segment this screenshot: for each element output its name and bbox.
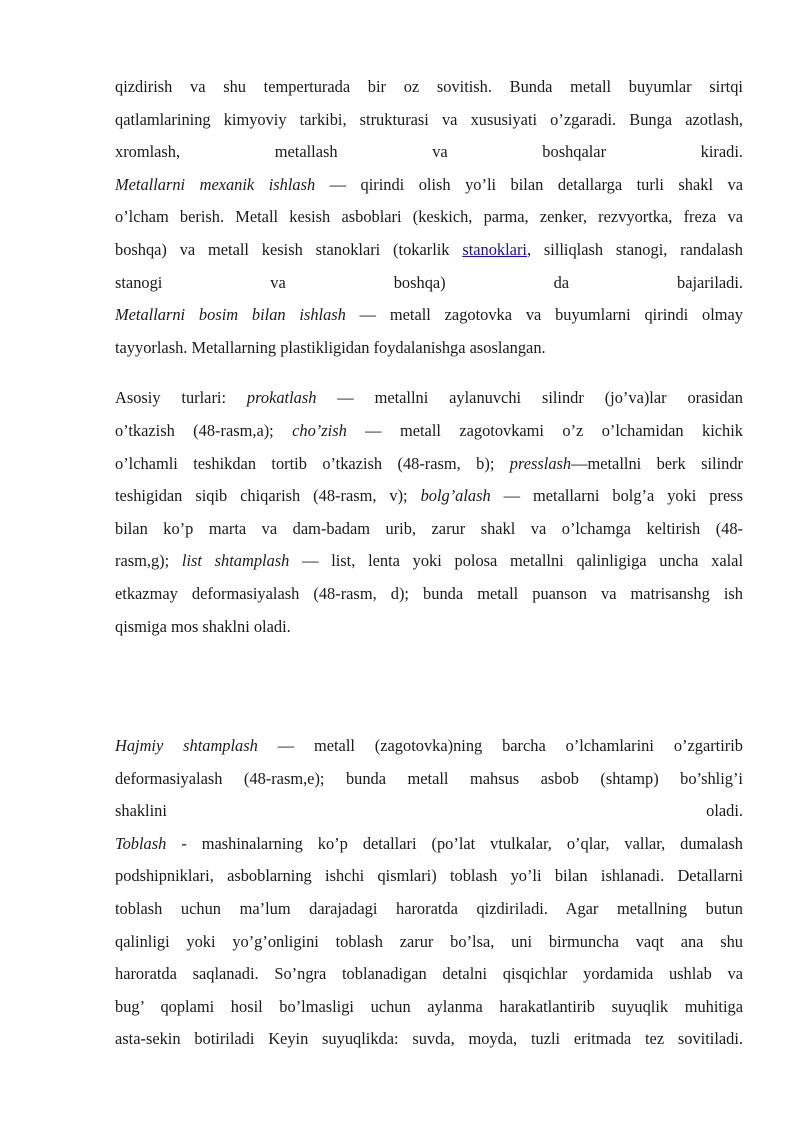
text-line xyxy=(115,299,743,332)
text-line: qatlamlarining kimyoviy tarkibi, strukturasi va xususiyati o’zgaradi. Bunga azotlash, xyxy=(115,109,743,129)
paragraph-main-types xyxy=(115,382,743,643)
term-hajmiy-shtamplash: Hajmiy shtamplash xyxy=(115,736,258,756)
paragraph-hardening xyxy=(115,828,743,1056)
paragraph-volume-stamping xyxy=(115,730,743,828)
paragraph-pressure-processing xyxy=(115,299,743,364)
text-fragment: o’lchamli teshikdan tortib o’tkazish (48-rasm, b); xyxy=(115,453,510,473)
text-line: etkazmay deformasiyalash (48-rasm, d); bunda metall puanson va matrisanshg ish xyxy=(115,583,743,603)
text-line xyxy=(115,448,743,481)
term-pressure-processing: Metallarni bosim bilan ishlash xyxy=(115,305,346,325)
text-line: bilan ko’p marta va dam-badam urib, zarur shakl va o’lchamga keltirish (48- xyxy=(115,518,743,538)
text-line: podshipniklari, asboblarning ishchi qismlari) toblash yo’li bilan ishlanadi. Detallarni xyxy=(115,866,743,886)
text-line: stanogi va boshqa) da bajariladi. xyxy=(115,272,743,292)
text-line xyxy=(115,545,743,578)
text-fragment: rasm,g); xyxy=(115,551,182,571)
stanoklari-link[interactable]: stanoklari xyxy=(462,239,527,259)
term-list-shtamplash: list shtamplash xyxy=(181,551,290,571)
text-line: qalinligi yoki yo’g’onligini toblash zarur bo’lsa, uni birmuncha vaqt ana shu xyxy=(115,931,743,951)
text-fragment: o’tkazish (48-rasm,a); xyxy=(115,420,293,440)
text-line: bug’ qoplami hosil bo’lmasligi uchun aylanma harakatlantirib suyuqlik muhitiga xyxy=(115,996,743,1016)
text-fragment: —metallni berk silindr xyxy=(571,453,743,473)
text-fragment: — metallarni bolg’a yoki press xyxy=(490,486,743,506)
text-line xyxy=(115,828,743,861)
term-chozish: cho’zish xyxy=(292,420,347,440)
text-line: asta-sekin botiriladi Keyin suyuqlikda: suvda, moyda, tuzli eritmada tez sovitiladi. xyxy=(115,1029,743,1049)
text-fragment: Asosiy turlari: xyxy=(115,388,247,408)
text-line xyxy=(115,415,743,448)
text-fragment: — metall zagotovka va buyumlarni qirindi olmay xyxy=(345,305,743,325)
text-fragment: teshigidan siqib chiqarish (48-rasm, v); xyxy=(115,486,421,506)
text-line: deformasiyalash (48-rasm,e); bunda metall mahsus asbob (shtamp) bo’shlig’i xyxy=(115,768,743,788)
text-fragment: — qirindi olish yo’li bilan detallarga turli shakl va xyxy=(315,174,743,194)
text-line xyxy=(115,382,743,415)
text-line: shaklini oladi. xyxy=(115,801,743,821)
text-fragment: — list, lenta yoki polosa metallni qalinligiga uncha xalal xyxy=(289,551,744,571)
term-mechanical-processing: Metallarni mexanik ishlash xyxy=(115,174,316,194)
text-fragment: , silliqlash stanogi, randalash xyxy=(526,239,743,259)
text-line xyxy=(115,480,743,513)
paragraph-mechanical-processing xyxy=(115,169,743,299)
text-fragment: — metall (zagotovka)ning barcha o’lchamlarini o’zgartirib xyxy=(257,736,743,756)
text-line: qismiga mos shaklni oladi. xyxy=(115,616,291,636)
text-fragment: — metallni aylanuvchi silindr (jo’va)lar orasidan xyxy=(316,388,743,408)
text-fragment: — metall zagotovkami o’z o’lchamidan kichik xyxy=(346,420,743,440)
text-line: toblash uchun ma’lum darajadagi haroratda qizdiriladi. Agar metallning butun xyxy=(115,899,743,919)
text-line: qizdirish va shu temperturada bir oz sovitish. Bunda metall buyumlar sirtqi xyxy=(115,77,743,96)
text-line: xromlash, metallash va boshqalar kiradi. xyxy=(115,142,743,162)
text-line: haroratda saqlanadi. So’ngra toblanadigan detalni qisqichlar yordamida ushlab va xyxy=(115,964,743,984)
text-line xyxy=(115,730,743,763)
document-page xyxy=(115,71,743,1056)
text-line: o’lcham berish. Metall kesish asboblari (keskich, parma, zenker, rezvyortka, freza va xyxy=(115,207,743,227)
paragraph-surface-treatment xyxy=(115,71,743,169)
text-fragment: - mashinalarning ko’p detallari (po’lat vtulkalar, o’qlar, vallar, dumalash xyxy=(166,833,743,853)
text-line xyxy=(115,169,743,202)
text-line xyxy=(115,234,743,267)
term-toblash: Toblash xyxy=(115,833,167,853)
text-fragment: boshqa) va metall kesish stanoklari (tokarlik xyxy=(115,239,463,259)
term-presslash: presslash xyxy=(509,453,572,473)
text-line: tayyorlash. Metallarning plastikligidan foydalanishga asoslangan. xyxy=(115,337,546,357)
term-prokatlash: prokatlash xyxy=(246,388,317,408)
term-bolgalash: bolg’alash xyxy=(420,486,491,506)
